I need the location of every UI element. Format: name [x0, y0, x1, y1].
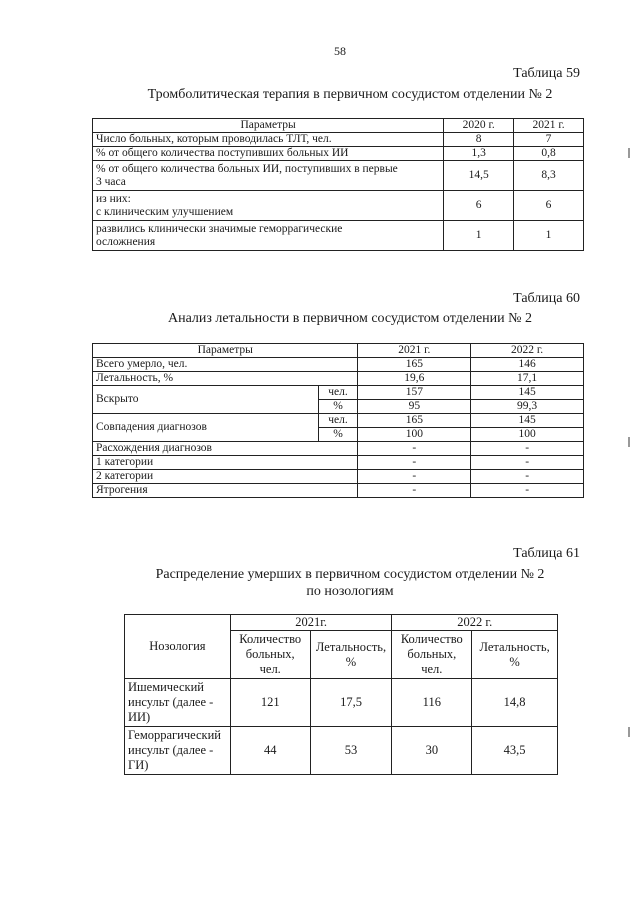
t59-cell: 6 — [514, 191, 584, 221]
t61-row-label-line: Ишемический — [128, 680, 204, 694]
page-number: 58 — [334, 44, 346, 58]
t60-cell: - — [471, 484, 584, 498]
t59-cell: 0,8 — [514, 147, 584, 161]
t59-header-year2: 2021 г. — [514, 119, 584, 133]
t61-subheader-line: чел. — [421, 662, 443, 676]
t61-subheader-line: больных, — [407, 647, 457, 661]
t59-row-label — [93, 221, 444, 251]
t61-subheader-lethality — [472, 631, 558, 679]
t59-row-label — [93, 191, 444, 221]
t60-cell: 17,1 — [471, 372, 584, 386]
t61-row-label — [125, 679, 231, 727]
t61-subheader-line: % — [345, 654, 357, 669]
t59-cell: 8 — [444, 133, 514, 147]
t60-cell: 100 — [471, 428, 584, 442]
t60-cell: 145 — [471, 414, 584, 428]
table-row — [125, 727, 558, 775]
table-61-title — [60, 566, 640, 600]
t60-row-label: 2 категории — [93, 470, 358, 484]
table-60 — [92, 343, 584, 498]
t61-row-label-line: ГИ) — [128, 758, 149, 772]
t59-cell: 8,3 — [514, 161, 584, 191]
table-row — [93, 470, 584, 484]
t61-cell: 121 — [230, 679, 310, 727]
table-row — [93, 133, 584, 147]
t61-subheader-line: Летальность, — [479, 639, 550, 654]
t59-row-label-line: 3 часа — [96, 175, 126, 188]
t60-unit: % — [318, 400, 358, 414]
table-60-label: Таблица 60 — [513, 291, 580, 306]
t61-subheader-line: Летальность, — [315, 639, 387, 654]
t59-cell: 6 — [444, 191, 514, 221]
t61-subheader-count — [230, 631, 310, 679]
t60-cell: - — [358, 456, 471, 470]
t60-cell: - — [471, 470, 584, 484]
t60-cell: 165 — [358, 358, 471, 372]
t59-cell: 7 — [514, 133, 584, 147]
t59-cell: 1,3 — [444, 147, 514, 161]
t60-cell: 146 — [471, 358, 584, 372]
t61-subheader-line: % — [509, 654, 520, 669]
t60-row-label: Совпадения диагнозов — [93, 414, 319, 442]
t60-unit: чел. — [318, 414, 358, 428]
table-row — [93, 414, 584, 428]
table-row — [93, 386, 584, 400]
t61-row-label-line: инсульт (далее - — [128, 695, 214, 709]
t61-header-nosology: Нозология — [125, 615, 231, 679]
table-row — [93, 484, 584, 498]
t61-subheader-line: Количество — [400, 632, 463, 646]
t59-cell: 1 — [444, 221, 514, 251]
table-59-label: Таблица 59 — [513, 66, 580, 81]
table-row — [93, 191, 584, 221]
t59-row-label: % от общего количества поступивших больных ИИ — [93, 147, 444, 161]
t59-header-params: Параметры — [93, 119, 444, 133]
table-61-title-line: Распределение умерших в первичном сосудистом отделении № 2 — [155, 567, 545, 582]
t60-cell: 165 — [358, 414, 471, 428]
t59-cell: 14,5 — [444, 161, 514, 191]
t60-header-year1: 2021 г. — [358, 344, 471, 358]
t60-cell: 19,6 — [358, 372, 471, 386]
table-row — [93, 161, 584, 191]
t60-cell: - — [358, 484, 471, 498]
table-61-title-line: по нозологиям — [306, 584, 394, 599]
t60-row-label: Расхождения диагнозов — [93, 442, 358, 456]
t60-cell: - — [358, 470, 471, 484]
t59-row-label-line: из них: — [96, 192, 131, 205]
t59-row-label-line: развились клинически значимые геморрагические — [96, 222, 343, 235]
t60-cell: 100 — [358, 428, 471, 442]
t61-subheader-count — [392, 631, 472, 679]
table-59-title: Тромболитическая терапия в первичном сосудистом отделении № 2 — [147, 87, 553, 102]
t59-row-label: Число больных, которым проводилась ТЛТ, чел. — [93, 133, 444, 147]
t60-cell: 99,3 — [471, 400, 584, 414]
t59-row-label-line: осложнения — [96, 235, 156, 248]
t59-cell: 1 — [514, 221, 584, 251]
t61-subheader-line: Количество — [239, 632, 302, 646]
t60-cell: 145 — [471, 386, 584, 400]
table-row — [93, 372, 584, 386]
t60-cell: 157 — [358, 386, 471, 400]
t61-subheader-line: чел. — [259, 662, 281, 676]
t61-header-year1: 2021г. — [230, 615, 392, 631]
table-59 — [92, 118, 584, 251]
table-row — [125, 679, 558, 727]
t61-header-year2: 2022 г. — [392, 615, 558, 631]
t60-unit: чел. — [318, 386, 358, 400]
t60-row-label: Вскрыто — [93, 386, 319, 414]
t60-cell: 95 — [358, 400, 471, 414]
scan-mark — [628, 727, 630, 737]
t60-cell: - — [471, 442, 584, 456]
t61-cell: 43,5 — [472, 727, 558, 775]
t61-subheader-lethality — [310, 631, 392, 679]
scan-mark — [628, 148, 630, 158]
t59-row-label-line: с клиническим улучшением — [96, 205, 234, 218]
t60-row-label: Всего умерло, чел. — [93, 358, 358, 372]
t61-cell: 30 — [392, 727, 472, 775]
t61-cell: 53 — [310, 727, 392, 775]
table-61 — [124, 614, 558, 775]
t59-header-year1: 2020 г. — [444, 119, 514, 133]
t60-cell: - — [358, 442, 471, 456]
t61-row-label-line: инсульт (далее - — [128, 743, 214, 757]
table-row — [93, 221, 584, 251]
t60-unit: % — [318, 428, 358, 442]
t61-row-label-line: ИИ) — [128, 710, 151, 724]
table-row — [93, 147, 584, 161]
t60-row-label: Летальность, % — [93, 372, 358, 386]
t60-cell: - — [471, 456, 584, 470]
table-61-label: Таблица 61 — [513, 546, 580, 561]
table-row — [93, 442, 584, 456]
t61-row-label — [125, 727, 231, 775]
t61-cell: 44 — [230, 727, 310, 775]
t60-row-label: Ятрогения — [93, 484, 358, 498]
t61-cell: 17,5 — [310, 679, 392, 727]
t61-row-label-line: Геморрагический — [128, 728, 221, 742]
t60-header-year2: 2022 г. — [471, 344, 584, 358]
t61-cell: 14,8 — [472, 679, 558, 727]
scan-mark — [628, 437, 630, 447]
table-row — [93, 456, 584, 470]
t60-row-label: 1 категории — [93, 456, 358, 470]
t59-row-label — [93, 161, 444, 191]
t60-header-params: Параметры — [93, 344, 358, 358]
t59-row-label-line: % от общего количества больных ИИ, поступивших в первые — [96, 162, 398, 175]
t61-cell: 116 — [392, 679, 472, 727]
table-row — [93, 358, 584, 372]
t61-subheader-line: больных, — [245, 647, 295, 661]
table-60-title: Анализ летальности в первичном сосудистом отделении № 2 — [167, 311, 533, 326]
